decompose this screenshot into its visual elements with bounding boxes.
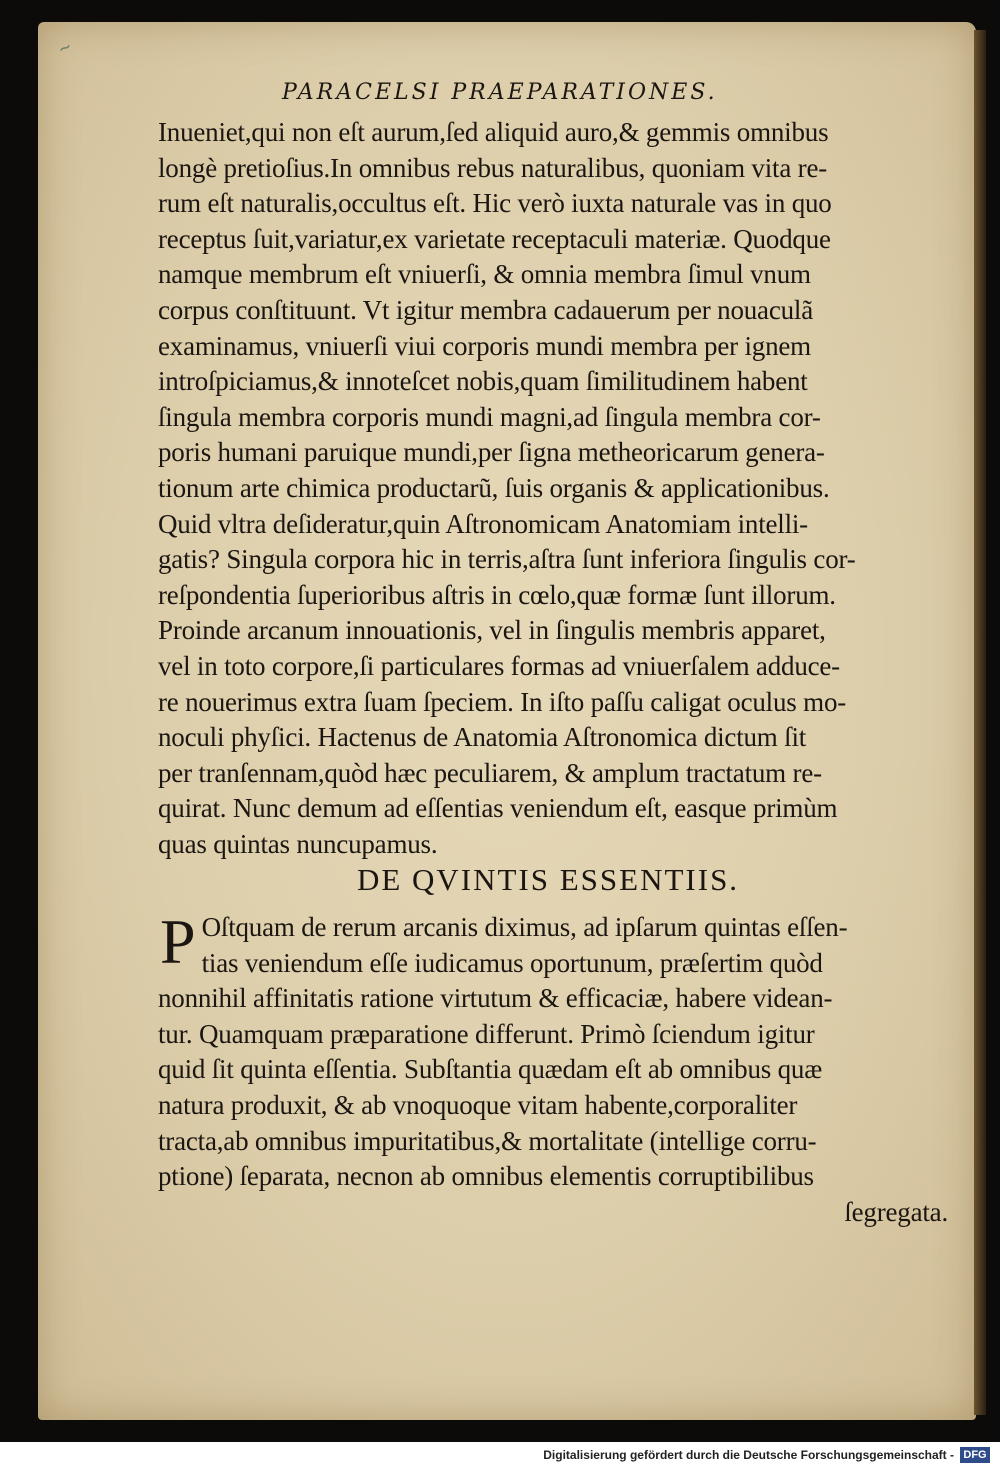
text-line: ptione) ſeparata, necnon ab omnibus elementis corruptibilibus <box>158 1161 814 1192</box>
text-line: corpus conſtituunt. Vt igitur membra cadauerum per nouaculã <box>158 294 813 325</box>
text-line: gatis? Singula corpora hic in terris,aſtra ſunt inferiora ſingulis cor- <box>158 544 856 575</box>
text-line: Oſtquam de rerum arcanis diximus, ad ipſarum quintas eſſen- <box>201 912 848 942</box>
text-line: quid ſit quinta eſſentia. Subſtantia quædam eſt ab omnibus quæ <box>158 1054 823 1085</box>
text-line: natura produxit, & ab vnoquoque vitam habente,corporaliter <box>158 1089 798 1120</box>
text-line: ſegregata. <box>844 1196 948 1227</box>
paragraph-1 <box>158 115 948 862</box>
text-line: Inueniet,qui non eſt aurum,ſed aliquid auro,& gemmis omnibus <box>158 117 829 147</box>
text-line: tur. Quamquam præparatione differunt. Primò ſciendum igitur <box>158 1018 815 1049</box>
text-line: noculi phyſici. Hactenus de Anatomia Aſtronomica dictum ſit <box>158 722 807 753</box>
text-line: re nouerimus extra ſuam ſpeciem. In iſto paſſu caligat oculus mo- <box>158 686 847 717</box>
footer-bar <box>0 1442 1000 1470</box>
text-line: examinamus, vniuerſi viui corporis mundi membra per ignem <box>158 330 811 361</box>
text-line: vel in toto corpore,ſi particulares formas ad vniuerſalem adduce- <box>158 650 840 681</box>
text-line: introſpiciamus,& innoteſcet nobis,quam ſimilitudinem habent <box>158 366 808 397</box>
text-line: tias veniendum eſſe iudicamus oportunum, præſertim quòd <box>201 947 823 978</box>
corner-mark: ~ <box>54 36 75 59</box>
running-head: PARACELSI PRAEPARATIONES. <box>282 80 718 105</box>
footer-credit: Digitalisierung gefördert durch die Deutsche Forschungsgemeinschaft - <box>543 1448 954 1462</box>
text-line: tracta,ab omnibus impuritatibus,& mortalitate (intellige corru- <box>158 1125 817 1156</box>
text-line: Quid vltra deſideratur,quin Aſtronomicam Anatomiam intelli- <box>158 508 808 539</box>
drop-cap: P <box>160 906 196 977</box>
text-line: reſpondentia ſuperioribus aſtris in cœlo,quæ formæ ſunt illorum. <box>158 579 836 610</box>
text-line: poris humani paruique mundi,per ſigna metheoricarum genera- <box>158 437 825 468</box>
text-line: nonnihil affinitatis ratione virtutum & efficaciæ, habere videan- <box>158 983 833 1014</box>
text-line: receptus ſuit,variatur,ex varietate receptaculi materiæ. Quodque <box>158 223 831 254</box>
text-line: rum eſt naturalis,occultus eſt. Hic verò iuxta naturale vas in quo <box>158 188 832 219</box>
dfg-logo: DFG <box>960 1447 990 1463</box>
text-line: tionum arte chimica productarũ, ſuis organis & applicationibus. <box>158 472 830 503</box>
section-heading: DE QVINTIS ESSENTIIS. <box>356 862 740 897</box>
text-line: longè pretioſius.In omnibus rebus naturalibus, quoniam vita re- <box>158 152 828 183</box>
text-line: per tranſennam,quòd hæc peculiarem, & amplum tractatum re- <box>158 757 822 788</box>
paragraph-2 <box>158 906 948 1230</box>
text-line: Proinde arcanum innouationis, vel in ſingulis membris apparet, <box>158 615 826 646</box>
page-edge <box>974 30 986 1415</box>
text-line: namque membrum eſt vniuerſi, & omnia membra ſimul vnum <box>158 259 811 290</box>
text-line: quas quintas nuncupamus. <box>158 828 438 859</box>
text-line: ſingula membra corporis mundi magni,ad ſingula membra cor- <box>158 401 821 432</box>
text-line: quirat. Nunc demum ad eſſentias veniendum eſt, easque primùm <box>158 793 838 824</box>
